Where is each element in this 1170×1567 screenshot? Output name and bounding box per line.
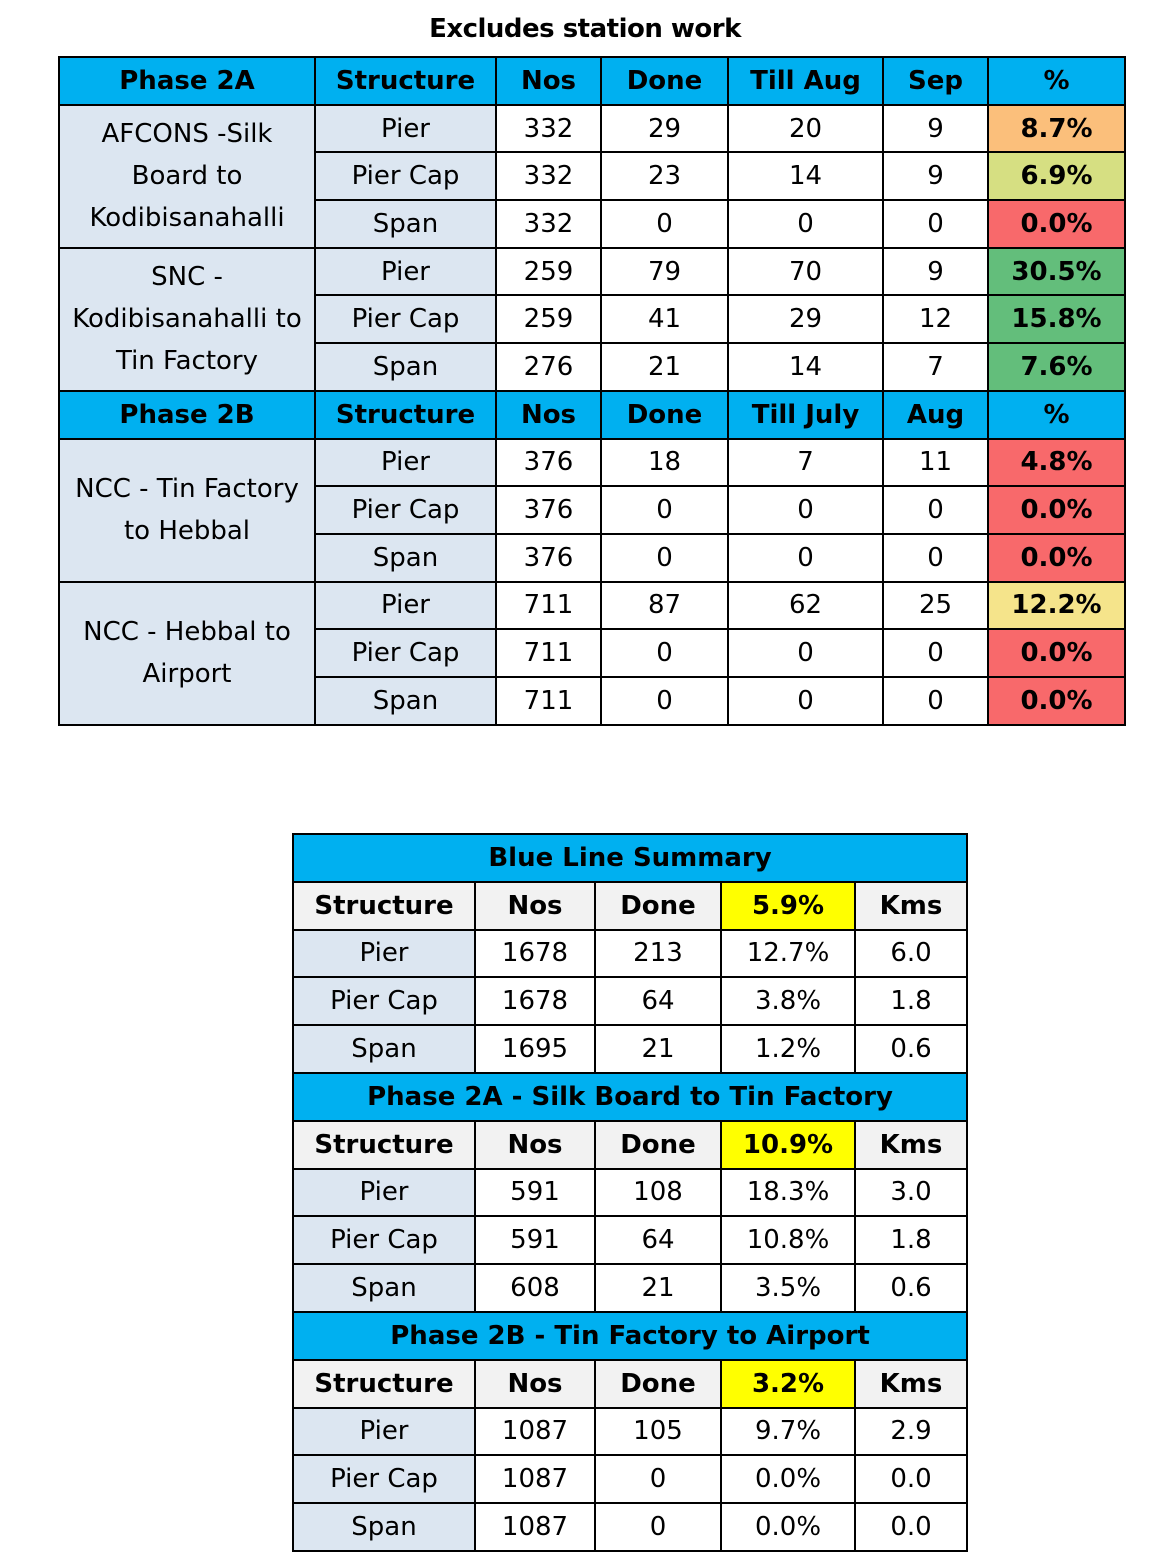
percent-cell: 9.7% [721,1408,855,1456]
kms-cell: 1.8 [855,1216,967,1264]
kms-cell: 0.6 [855,1264,967,1312]
nos-cell: 591 [475,1169,595,1217]
percent-cell: 3.8% [721,977,855,1025]
till-cell: 0 [728,486,883,534]
done-cell: 29 [601,105,728,153]
structure-cell: Pier [293,1408,475,1456]
month-cell: 25 [883,582,988,630]
percent-cell: 0.0% [988,629,1125,677]
done-cell: 108 [595,1169,721,1217]
table-row [293,930,967,978]
done-cell: 0 [595,1455,721,1503]
percent-cell: 0.0% [721,1455,855,1503]
structure-cell: Pier Cap [315,629,496,677]
done-cell: 21 [601,343,728,391]
contract-name: SNC - Kodibisanahalli to Tin Factory [59,248,315,391]
percent-cell: 3.5% [721,1264,855,1312]
contract-name: NCC - Hebbal to Airport [59,582,315,725]
structure-header: Structure [315,391,496,439]
nos-cell: 276 [496,343,601,391]
kms-cell: 3.0 [855,1169,967,1217]
done-header: Done [601,57,728,105]
structure-cell: Pier Cap [293,1455,475,1503]
nos-cell: 591 [475,1216,595,1264]
phase-header: Phase 2A [59,57,315,105]
done-header: Done [595,1360,721,1408]
percent-cell: 6.9% [988,152,1125,200]
structure-header: Structure [315,57,496,105]
kms-cell: 6.0 [855,930,967,978]
done-cell: 64 [595,977,721,1025]
done-cell: 18 [601,439,728,487]
summary-section-title: Phase 2B - Tin Factory to Airport [293,1312,967,1360]
structure-cell: Pier Cap [315,152,496,200]
summary-section-title-row [293,834,967,882]
table-row [59,582,1125,630]
percent-cell: 0.0% [988,486,1125,534]
percent-cell: 18.3% [721,1169,855,1217]
overall-percent-header: 3.2% [721,1360,855,1408]
percent-header: % [988,391,1125,439]
done-cell: 0 [601,677,728,725]
kms-cell: 0.0 [855,1455,967,1503]
month-cell: 7 [883,343,988,391]
till-header: Till Aug [728,57,883,105]
structure-cell: Pier Cap [293,1216,475,1264]
table-row [293,977,967,1025]
month-cell: 12 [883,295,988,343]
structure-cell: Span [315,343,496,391]
done-cell: 0 [601,629,728,677]
percent-cell: 7.6% [988,343,1125,391]
percent-cell: 0.0% [988,677,1125,725]
percent-cell: 12.7% [721,930,855,978]
percent-cell: 10.8% [721,1216,855,1264]
done-header: Done [595,1121,721,1169]
table-row [59,439,1125,487]
month-header: Sep [883,57,988,105]
kms-cell: 0.6 [855,1025,967,1073]
nos-cell: 1678 [475,977,595,1025]
done-cell: 0 [601,534,728,582]
table-row [293,1169,967,1217]
nos-cell: 608 [475,1264,595,1312]
summary-header-row [293,1121,967,1169]
contract-name: AFCONS -Silk Board to Kodibisanahalli [59,105,315,248]
done-cell: 41 [601,295,728,343]
structure-cell: Pier [315,248,496,296]
nos-cell: 332 [496,152,601,200]
done-cell: 21 [595,1264,721,1312]
month-cell: 0 [883,677,988,725]
nos-cell: 711 [496,629,601,677]
till-cell: 29 [728,295,883,343]
table-row [293,1455,967,1503]
nos-cell: 1087 [475,1503,595,1551]
percent-cell: 12.2% [988,582,1125,630]
nos-header: Nos [475,1360,595,1408]
structure-cell: Pier [315,105,496,153]
done-cell: 64 [595,1216,721,1264]
table-row [293,1264,967,1312]
nos-header: Nos [496,391,601,439]
till-cell: 0 [728,534,883,582]
table-row [59,105,1125,153]
month-cell: 11 [883,439,988,487]
done-cell: 0 [601,486,728,534]
done-cell: 105 [595,1408,721,1456]
table-caption: Excludes station work [429,14,741,44]
nos-cell: 332 [496,105,601,153]
structure-cell: Pier [315,582,496,630]
overall-percent-header: 5.9% [721,882,855,930]
done-header: Done [595,882,721,930]
percent-header: % [988,57,1125,105]
nos-cell: 332 [496,200,601,248]
till-cell: 0 [728,629,883,677]
nos-cell: 259 [496,248,601,296]
percent-cell: 1.2% [721,1025,855,1073]
percent-cell: 0.0% [721,1503,855,1551]
done-cell: 213 [595,930,721,978]
nos-cell: 711 [496,582,601,630]
done-cell: 79 [601,248,728,296]
nos-cell: 1678 [475,930,595,978]
month-cell: 9 [883,248,988,296]
month-cell: 0 [883,486,988,534]
month-cell: 0 [883,629,988,677]
month-cell: 9 [883,105,988,153]
month-cell: 0 [883,200,988,248]
till-cell: 20 [728,105,883,153]
till-cell: 0 [728,200,883,248]
kms-cell: 1.8 [855,977,967,1025]
till-cell: 14 [728,152,883,200]
percent-cell: 0.0% [988,200,1125,248]
structure-cell: Span [315,534,496,582]
table-row [293,1408,967,1456]
structure-cell: Pier [315,439,496,487]
nos-cell: 376 [496,486,601,534]
summary-section-title-row [293,1073,967,1121]
done-cell: 23 [601,152,728,200]
percent-cell: 4.8% [988,439,1125,487]
structure-cell: Span [315,677,496,725]
done-cell: 0 [595,1503,721,1551]
kms-cell: 2.9 [855,1408,967,1456]
done-cell: 21 [595,1025,721,1073]
table-row [293,1216,967,1264]
till-cell: 14 [728,343,883,391]
summary-section-title: Phase 2A - Silk Board to Tin Factory [293,1073,967,1121]
percent-cell: 30.5% [988,248,1125,296]
till-cell: 62 [728,582,883,630]
overall-percent-header: 10.9% [721,1121,855,1169]
structure-cell: Pier [293,1169,475,1217]
structure-header: Structure [293,1360,475,1408]
phase-progress-table [58,56,1126,726]
kms-header: Kms [855,1121,967,1169]
till-cell: 0 [728,677,883,725]
kms-cell: 0.0 [855,1503,967,1551]
phase-header: Phase 2B [59,391,315,439]
structure-header: Structure [293,1121,475,1169]
nos-cell: 1087 [475,1408,595,1456]
structure-header: Structure [293,882,475,930]
structure-cell: Pier Cap [293,977,475,1025]
done-header: Done [601,391,728,439]
kms-header: Kms [855,1360,967,1408]
phase-header-row [59,57,1125,105]
structure-cell: Span [315,200,496,248]
month-header: Aug [883,391,988,439]
percent-cell: 0.0% [988,534,1125,582]
kms-header: Kms [855,882,967,930]
nos-cell: 259 [496,295,601,343]
summary-section-title: Blue Line Summary [293,834,967,882]
till-cell: 7 [728,439,883,487]
percent-cell: 15.8% [988,295,1125,343]
done-cell: 0 [601,200,728,248]
structure-cell: Pier Cap [315,486,496,534]
structure-cell: Pier [293,930,475,978]
table-row [293,1025,967,1073]
nos-header: Nos [475,882,595,930]
table-row [293,1503,967,1551]
structure-cell: Span [293,1503,475,1551]
nos-header: Nos [475,1121,595,1169]
contract-name: NCC - Tin Factory to Hebbal [59,439,315,582]
till-header: Till July [728,391,883,439]
month-cell: 0 [883,534,988,582]
structure-cell: Span [293,1264,475,1312]
nos-cell: 1087 [475,1455,595,1503]
nos-cell: 1695 [475,1025,595,1073]
nos-cell: 376 [496,534,601,582]
percent-cell: 8.7% [988,105,1125,153]
phase-header-row [59,391,1125,439]
done-cell: 87 [601,582,728,630]
summary-header-row [293,1360,967,1408]
nos-header: Nos [496,57,601,105]
structure-cell: Pier Cap [315,295,496,343]
blue-line-summary-table [292,833,968,1552]
summary-header-row [293,882,967,930]
month-cell: 9 [883,152,988,200]
till-cell: 70 [728,248,883,296]
nos-cell: 376 [496,439,601,487]
table-row [59,248,1125,296]
structure-cell: Span [293,1025,475,1073]
summary-section-title-row [293,1312,967,1360]
nos-cell: 711 [496,677,601,725]
